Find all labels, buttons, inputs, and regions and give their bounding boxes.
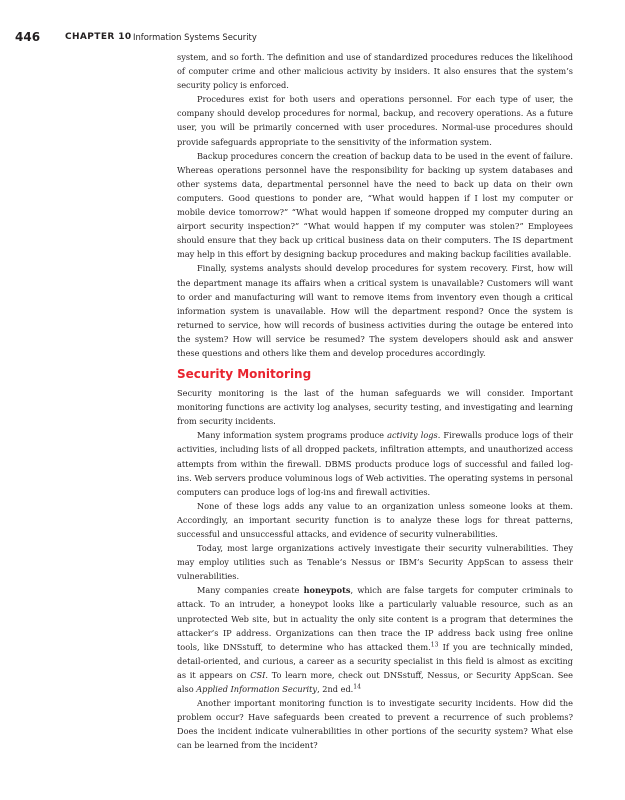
page-body [177,50,573,753]
bold-term: honeypots [303,585,351,596]
paragraph: Today, most large organizations actively investigate their security vulnerabilities. They may employ utilities such as Tenable’s Nessus or IBM’s Security AppScan to assess their vulnerabilities. [177,543,573,582]
text-run: , which are false targets for computer criminals to attack. To an intruder, a honeypot looks like a particularly valuable resource, such as an unprotected Web site, but in actuality the only site content is a program that determines the attacker’s IP address. Organizations can then trace the IP address back using free online tools, like DNSstuff, to determine who has attacked them. [177,585,573,652]
text-run: . To learn more, check out DNSstuff, Nessus, or Security AppScan. See also [177,669,573,695]
text-run: Many information system programs produce [197,430,388,441]
paragraph: Finally, systems analysts should develop procedures for system recovery. First, how will the department manage its affairs when a critical system is unavailable? Customers will want to order and manufacturing will want to remove items from inventory even though a critical information system is unavailable. How will the department respond? Once the system is returned to service, how will records of business activities during the outage be entered into the system? How will service be resumed? The system developers should ask and answer these questions and others like them and develop procedures accordingly. [177,263,573,358]
text-run: . Firewalls produce logs of their activities, including lists of all dropped packets, infiltration attempts, and unauthorized access attempts from within the firewall. DBMS products produce logs of successful and failed log-ins. Web servers produce voluminous logs of Web activities. The operating systems in personal computers can produce logs of log-ins and firewall activities. [177,430,573,497]
section-heading: Security Monitoring [177,367,312,382]
footnote-ref: 14 [353,683,361,691]
paragraph: Security monitoring is the last of the human safeguards we will consider. Important monitoring functions are activity log analyses, security testing, and investigating and learning from security incidents. [177,388,573,427]
paragraph: Another important monitoring function is to investigate security incidents. How did the problem occur? Have safeguards been created to prevent a recurrence of such problems? Does the incident indicate vulnerabilities in other portions of the security system? What else can be learned from the incident? [177,698,573,751]
paragraph: Procedures exist for both users and operations personnel. For each type of user, the company should develop procedures for normal, backup, and recovery operations. As a future user, you will be primarily concerned with user procedures. Normal-use procedures should provide safeguards appropriate to the sensitivity of the information system. [177,94,573,147]
text-run: , 2nd ed. [317,684,354,695]
italic-term: activity logs [387,430,438,441]
chapter-title: Information Systems Security [133,32,257,42]
paragraph: Backup procedures concern the creation of backup data to be used in the event of failure. Whereas operations personnel have the responsibility for backing up system databases and other systems data, departmental personnel have the need to back up data on their own computers. Good questions to ponder are, “What would happen if I lost my computer or mobile device tomorrow?” “What would happen if someone dropped my computer during an airport security inspection?” “What would happen if my computer was stolen?” Employees should ensure that they back up critical business data on their computers. The IS department may help in this effort by designing backup procedures and making backup facilities available. [177,150,573,260]
paragraph: None of these logs adds any value to an organization unless someone looks at them. Accordingly, an important security function is to analyze these logs for threat patterns, successful and unsuccessful attacks, and evidence of security vulnerabilities. [177,500,573,539]
paragraph: system, and so forth. The definition and use of standardized procedures reduces the likelihood of computer crime and other malicious activity by insiders. It also ensures that the system’s security policy is enforced. [177,52,573,91]
text-run: If you are technically minded, detail-oriented, and curious, a career as a security specialist in this field is almost as exciting as it appears on [177,641,574,680]
italic-title: Applied Information Security [196,684,318,695]
footnote-ref: 13 [430,641,439,649]
page-number: 446 [15,30,41,44]
paragraph [177,428,573,498]
text-run: Many companies create [197,585,304,596]
chapter-label: CHAPTER 10 [65,32,132,42]
italic-title: CSI [250,669,266,680]
paragraph [177,583,573,696]
